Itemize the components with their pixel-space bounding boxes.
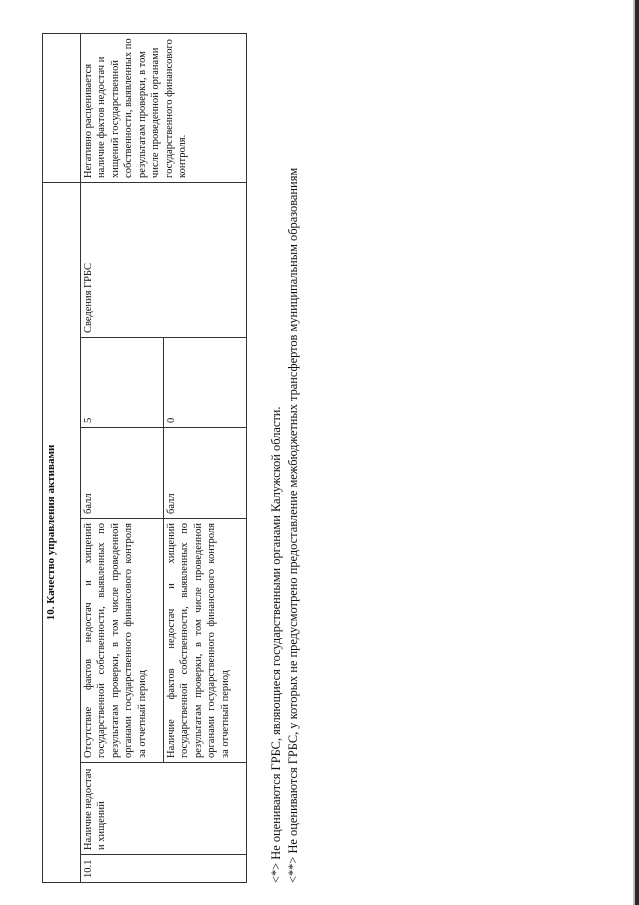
rotated-page (20, 33, 580, 883)
criterion-description: Отсутствие фактов недостач и хищений государственной собственности, выявленных по результатам проверки, в том числе проведенной органами государственного финансового контроля за отчетный период (81, 519, 164, 763)
indicator-name: Наличие недостач и хищений (81, 763, 247, 855)
criterion-unit: балл (81, 428, 164, 519)
table-row (81, 33, 164, 882)
comment: Негативно расценивается наличие фактов недостач и хищений государственной собственности, выявленных по результатам проверки, в том числе проведенной органами государственного финансового контроля. (81, 33, 247, 182)
row-number: 10.1 (81, 855, 247, 883)
footnote: <*> Не оцениваются ГРБС, являющиеся государственными органами Калужской области. (269, 406, 283, 883)
criterion-unit: балл (164, 428, 247, 519)
scan-edge (635, 0, 639, 905)
section-title: 10. Качество управления активами (43, 182, 81, 882)
assessment-table (42, 33, 247, 883)
footnotes (268, 33, 302, 883)
criterion-score: 5 (81, 338, 164, 428)
section-header-row (43, 33, 81, 882)
empty-header-cell (43, 33, 81, 182)
criterion-description: Наличие фактов недостач и хищений государственной собственности, выявленных по результатам проверки, в том числе проведенной органами государственного финансового контроля за отчетный период (164, 519, 247, 763)
data-source: Сведения ГРБС (81, 182, 247, 337)
footnote: <**> Не оцениваются ГРБС, у которых не предусмотрено предоставление межбюджетных трансфертов муниципальным образованиям (286, 167, 301, 883)
criterion-score: 0 (164, 338, 247, 428)
